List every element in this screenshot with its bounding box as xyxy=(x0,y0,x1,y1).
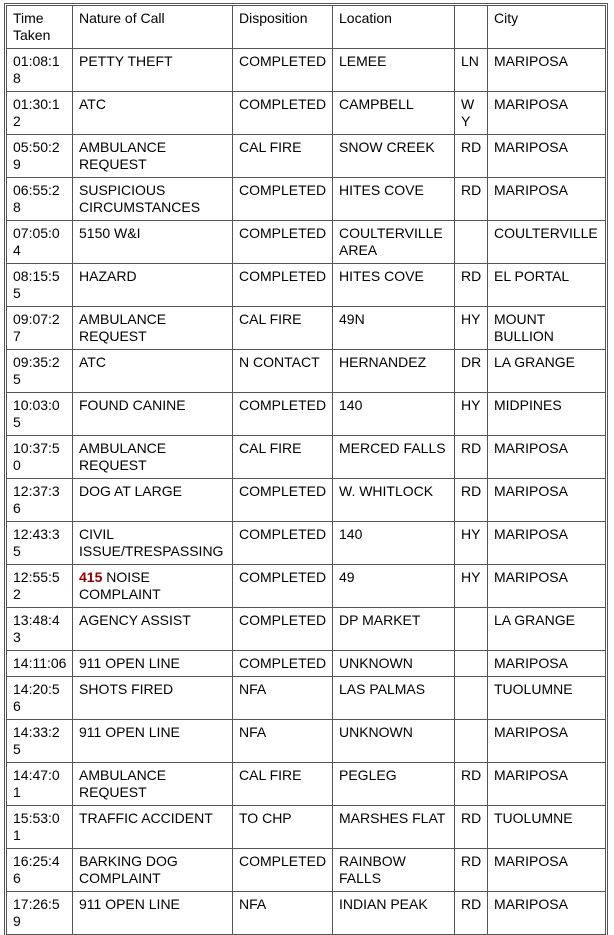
cell-disposition: COMPLETED xyxy=(233,608,333,651)
cell-time: 09:07:27 xyxy=(7,307,73,350)
cell-disposition: COMPLETED xyxy=(233,178,333,221)
table-row xyxy=(7,720,606,763)
cell-suffix: RD xyxy=(455,436,488,479)
header-city: City xyxy=(488,6,606,49)
cell-location: W. WHITLOCK xyxy=(333,479,455,522)
cell-location: HITES COVE xyxy=(333,178,455,221)
cell-time: 05:50:29 xyxy=(7,135,73,178)
table-row xyxy=(7,350,606,393)
cell-disposition: COMPLETED xyxy=(233,264,333,307)
cell-location: MARSHES FLAT xyxy=(333,806,455,849)
cell-suffix: WY xyxy=(455,92,488,135)
cell-time: 12:55:52 xyxy=(7,565,73,608)
nature-text: NOISE COMPLAINT xyxy=(79,569,161,602)
cell-city: LA GRANGE xyxy=(488,608,606,651)
cell-suffix: HY xyxy=(455,522,488,565)
cell-suffix: RD xyxy=(455,264,488,307)
cell-city: MARIPOSA xyxy=(488,135,606,178)
cell-city: TUOLUMNE xyxy=(488,806,606,849)
cell-city: MARIPOSA xyxy=(488,436,606,479)
table-row xyxy=(7,49,606,92)
cell-nature: CIVIL ISSUE/TRESPASSING xyxy=(73,522,233,565)
cell-nature: HAZARD xyxy=(73,264,233,307)
cell-location: 140 xyxy=(333,522,455,565)
table-row xyxy=(7,651,606,677)
cell-city: TUOLUMNE xyxy=(488,677,606,720)
table-row xyxy=(7,565,606,608)
cell-disposition: COMPLETED xyxy=(233,651,333,677)
header-disposition: Disposition xyxy=(233,6,333,49)
cell-city: COULTERVILLE xyxy=(488,221,606,264)
cell-time: 10:03:05 xyxy=(7,393,73,436)
cell-suffix xyxy=(455,677,488,720)
cell-nature: AMBULANCE REQUEST xyxy=(73,763,233,806)
cell-time: 12:37:36 xyxy=(7,479,73,522)
cell-location: COULTERVILLE AREA xyxy=(333,221,455,264)
header-time: Time Taken xyxy=(7,6,73,49)
table-row xyxy=(7,763,606,806)
cell-time: 14:33:25 xyxy=(7,720,73,763)
cell-suffix: RD xyxy=(455,892,488,935)
cell-time: 13:48:43 xyxy=(7,608,73,651)
cell-time: 01:30:12 xyxy=(7,92,73,135)
cell-nature: 5150 W&I xyxy=(73,221,233,264)
cell-location: HERNANDEZ xyxy=(333,350,455,393)
table-row xyxy=(7,264,606,307)
table-row xyxy=(7,221,606,264)
cell-city: MIDPINES xyxy=(488,393,606,436)
cell-time: 17:26:59 xyxy=(7,892,73,935)
cell-nature: FOUND CANINE xyxy=(73,393,233,436)
cell-suffix: HY xyxy=(455,565,488,608)
table-row xyxy=(7,135,606,178)
nature-code: 415 xyxy=(79,569,103,585)
cell-city: MARIPOSA xyxy=(488,92,606,135)
cell-nature: AMBULANCE REQUEST xyxy=(73,135,233,178)
table-row xyxy=(7,608,606,651)
cell-location: UNKNOWN xyxy=(333,651,455,677)
table-row xyxy=(7,178,606,221)
table-row xyxy=(7,436,606,479)
header-nature: Nature of Call xyxy=(73,6,233,49)
cell-suffix: HY xyxy=(455,307,488,350)
cell-suffix: RD xyxy=(455,178,488,221)
cell-nature: SUSPICIOUS CIRCUMSTANCES xyxy=(73,178,233,221)
cell-city: MARIPOSA xyxy=(488,178,606,221)
cell-time: 10:37:50 xyxy=(7,436,73,479)
cell-disposition: COMPLETED xyxy=(233,221,333,264)
cell-location: 140 xyxy=(333,393,455,436)
cell-suffix: HY xyxy=(455,393,488,436)
cell-suffix: DR xyxy=(455,350,488,393)
cell-suffix: LN xyxy=(455,49,488,92)
cell-location: PEGLEG xyxy=(333,763,455,806)
cell-disposition: COMPLETED xyxy=(233,479,333,522)
cell-suffix: RD xyxy=(455,135,488,178)
cell-time: 14:20:56 xyxy=(7,677,73,720)
cell-disposition: COMPLETED xyxy=(233,393,333,436)
cell-disposition: NFA xyxy=(233,720,333,763)
cell-disposition: N CONTACT xyxy=(233,350,333,393)
table-row xyxy=(7,479,606,522)
cell-city: MOUNT BULLION xyxy=(488,307,606,350)
cell-disposition: CAL FIRE xyxy=(233,436,333,479)
cell-disposition: COMPLETED xyxy=(233,92,333,135)
cell-city: MARIPOSA xyxy=(488,479,606,522)
cell-nature xyxy=(73,565,233,608)
cell-disposition: COMPLETED xyxy=(233,849,333,892)
cell-location: LAS PALMAS xyxy=(333,677,455,720)
cell-nature: 911 OPEN LINE xyxy=(73,651,233,677)
cell-city: MARIPOSA xyxy=(488,565,606,608)
cell-time: 16:25:46 xyxy=(7,849,73,892)
cell-suffix xyxy=(455,608,488,651)
cell-time: 15:53:01 xyxy=(7,806,73,849)
cell-suffix: RD xyxy=(455,479,488,522)
cell-nature: 911 OPEN LINE xyxy=(73,892,233,935)
cell-location: UNKNOWN xyxy=(333,720,455,763)
cell-disposition: COMPLETED xyxy=(233,522,333,565)
cell-city: MARIPOSA xyxy=(488,49,606,92)
cell-city: MARIPOSA xyxy=(488,849,606,892)
cell-disposition: CAL FIRE xyxy=(233,135,333,178)
cell-time: 09:35:25 xyxy=(7,350,73,393)
cell-location: CAMPBELL xyxy=(333,92,455,135)
cell-city: MARIPOSA xyxy=(488,763,606,806)
cell-nature: BARKING DOG COMPLAINT xyxy=(73,849,233,892)
cell-location: MERCED FALLS xyxy=(333,436,455,479)
table-row xyxy=(7,522,606,565)
cell-city: LA GRANGE xyxy=(488,350,606,393)
call-log-table xyxy=(6,5,606,935)
cell-disposition: CAL FIRE xyxy=(233,763,333,806)
cell-location: 49 xyxy=(333,565,455,608)
cell-nature: PETTY THEFT xyxy=(73,49,233,92)
cell-time: 12:43:35 xyxy=(7,522,73,565)
table-row xyxy=(7,806,606,849)
cell-location: DP MARKET xyxy=(333,608,455,651)
table-row xyxy=(7,892,606,935)
header-row xyxy=(7,6,606,49)
cell-city: MARIPOSA xyxy=(488,651,606,677)
table-row xyxy=(7,849,606,892)
cell-disposition: NFA xyxy=(233,677,333,720)
cell-suffix xyxy=(455,221,488,264)
cell-disposition: TO CHP xyxy=(233,806,333,849)
cell-location: RAINBOW FALLS xyxy=(333,849,455,892)
cell-city: MARIPOSA xyxy=(488,522,606,565)
cell-nature: AGENCY ASSIST xyxy=(73,608,233,651)
cell-time: 14:11:06 xyxy=(7,651,73,677)
cell-location: 49N xyxy=(333,307,455,350)
cell-time: 06:55:28 xyxy=(7,178,73,221)
table-row xyxy=(7,307,606,350)
cell-suffix: RD xyxy=(455,806,488,849)
cell-location: HITES COVE xyxy=(333,264,455,307)
cell-suffix xyxy=(455,651,488,677)
cell-time: 07:05:04 xyxy=(7,221,73,264)
cell-nature: ATC xyxy=(73,92,233,135)
cell-disposition: COMPLETED xyxy=(233,49,333,92)
cell-time: 14:47:01 xyxy=(7,763,73,806)
cell-time: 01:08:18 xyxy=(7,49,73,92)
cell-nature: 911 OPEN LINE xyxy=(73,720,233,763)
cell-city: EL PORTAL xyxy=(488,264,606,307)
header-location: Location xyxy=(333,6,455,49)
cell-nature: TRAFFIC ACCIDENT xyxy=(73,806,233,849)
cell-location: SNOW CREEK xyxy=(333,135,455,178)
cell-time: 08:15:55 xyxy=(7,264,73,307)
cell-city: MARIPOSA xyxy=(488,892,606,935)
cell-suffix xyxy=(455,720,488,763)
cell-disposition: CAL FIRE xyxy=(233,307,333,350)
cell-nature: ATC xyxy=(73,350,233,393)
table-row xyxy=(7,677,606,720)
cell-location: LEMEE xyxy=(333,49,455,92)
call-log-body xyxy=(7,49,606,935)
cell-suffix: RD xyxy=(455,849,488,892)
call-log-container xyxy=(6,5,606,935)
cell-nature: AMBULANCE REQUEST xyxy=(73,436,233,479)
cell-disposition: COMPLETED xyxy=(233,565,333,608)
cell-disposition: NFA xyxy=(233,892,333,935)
cell-city: MARIPOSA xyxy=(488,720,606,763)
cell-location: INDIAN PEAK xyxy=(333,892,455,935)
cell-nature: AMBULANCE REQUEST xyxy=(73,307,233,350)
table-row xyxy=(7,92,606,135)
cell-suffix: RD xyxy=(455,763,488,806)
header-suffix xyxy=(455,6,488,49)
cell-nature: DOG AT LARGE xyxy=(73,479,233,522)
cell-nature: SHOTS FIRED xyxy=(73,677,233,720)
table-row xyxy=(7,393,606,436)
